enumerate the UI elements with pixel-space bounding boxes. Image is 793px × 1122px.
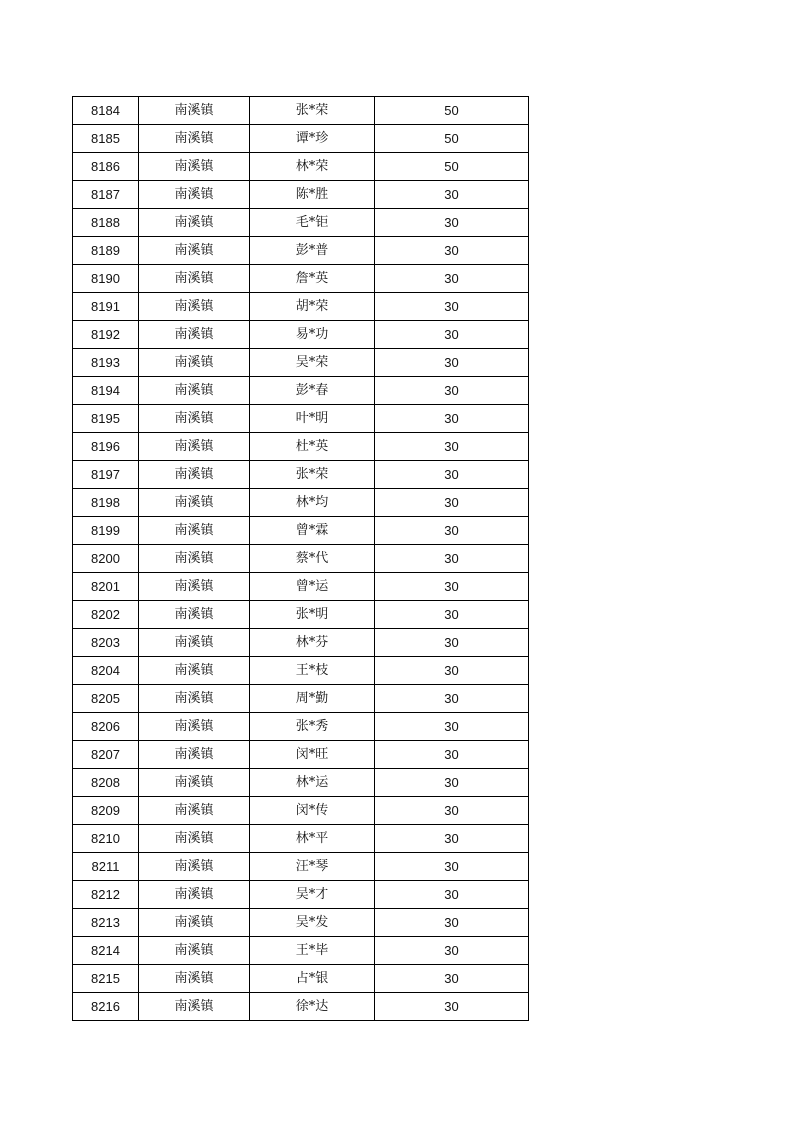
cell-name: 彭*普 [250,237,375,265]
cell-amount: 30 [375,741,529,769]
cell-amount: 30 [375,237,529,265]
cell-amount: 30 [375,993,529,1021]
table-row [73,349,529,377]
cell-town: 南溪镇 [139,993,250,1021]
table-body [73,97,529,1021]
cell-name: 彭*春 [250,377,375,405]
table-row [73,293,529,321]
cell-town: 南溪镇 [139,265,250,293]
cell-amount: 30 [375,265,529,293]
cell-name: 谭*珍 [250,125,375,153]
cell-number: 8209 [73,797,139,825]
cell-amount: 30 [375,433,529,461]
cell-town: 南溪镇 [139,349,250,377]
cell-number: 8212 [73,881,139,909]
table-row [73,741,529,769]
cell-amount: 30 [375,461,529,489]
cell-name: 汪*琴 [250,853,375,881]
table-row [73,769,529,797]
table-row [73,461,529,489]
cell-town: 南溪镇 [139,545,250,573]
cell-amount: 30 [375,965,529,993]
cell-amount: 50 [375,153,529,181]
cell-amount: 30 [375,489,529,517]
cell-number: 8202 [73,601,139,629]
cell-town: 南溪镇 [139,601,250,629]
cell-number: 8207 [73,741,139,769]
cell-name: 周*勤 [250,685,375,713]
cell-town: 南溪镇 [139,293,250,321]
cell-number: 8192 [73,321,139,349]
cell-name: 吴*才 [250,881,375,909]
cell-number: 8191 [73,293,139,321]
cell-number: 8215 [73,965,139,993]
cell-number: 8189 [73,237,139,265]
table-row [73,825,529,853]
cell-amount: 30 [375,853,529,881]
cell-name: 杜*英 [250,433,375,461]
cell-amount: 30 [375,937,529,965]
table-row [73,909,529,937]
cell-number: 8213 [73,909,139,937]
table-row [73,405,529,433]
cell-town: 南溪镇 [139,965,250,993]
cell-number: 8187 [73,181,139,209]
cell-number: 8216 [73,993,139,1021]
cell-town: 南溪镇 [139,237,250,265]
cell-name: 张*荣 [250,461,375,489]
cell-number: 8196 [73,433,139,461]
cell-town: 南溪镇 [139,685,250,713]
cell-number: 8186 [73,153,139,181]
table-row [73,237,529,265]
cell-amount: 50 [375,125,529,153]
subsidy-table [72,96,529,1021]
cell-town: 南溪镇 [139,517,250,545]
cell-amount: 30 [375,517,529,545]
cell-town: 南溪镇 [139,321,250,349]
table-row [73,125,529,153]
cell-name: 林*平 [250,825,375,853]
cell-amount: 30 [375,881,529,909]
cell-number: 8208 [73,769,139,797]
cell-town: 南溪镇 [139,181,250,209]
cell-name: 闵*旺 [250,741,375,769]
cell-number: 8193 [73,349,139,377]
cell-name: 王*毕 [250,937,375,965]
cell-town: 南溪镇 [139,97,250,125]
cell-number: 8204 [73,657,139,685]
cell-amount: 30 [375,657,529,685]
cell-amount: 30 [375,797,529,825]
cell-number: 8184 [73,97,139,125]
table-row [73,489,529,517]
cell-name: 林*荣 [250,153,375,181]
cell-amount: 30 [375,909,529,937]
cell-number: 8198 [73,489,139,517]
cell-amount: 30 [375,545,529,573]
table-row [73,713,529,741]
table-row [73,181,529,209]
cell-name: 张*明 [250,601,375,629]
cell-number: 8210 [73,825,139,853]
cell-town: 南溪镇 [139,209,250,237]
cell-amount: 30 [375,601,529,629]
cell-name: 陈*胜 [250,181,375,209]
cell-number: 8203 [73,629,139,657]
cell-town: 南溪镇 [139,489,250,517]
cell-name: 吴*发 [250,909,375,937]
table-row [73,601,529,629]
cell-number: 8188 [73,209,139,237]
cell-number: 8185 [73,125,139,153]
cell-number: 8194 [73,377,139,405]
cell-name: 易*功 [250,321,375,349]
cell-amount: 30 [375,573,529,601]
cell-amount: 30 [375,713,529,741]
table-row [73,993,529,1021]
cell-number: 8201 [73,573,139,601]
table-row [73,853,529,881]
cell-name: 曾*霖 [250,517,375,545]
cell-name: 林*芬 [250,629,375,657]
cell-name: 詹*英 [250,265,375,293]
cell-town: 南溪镇 [139,125,250,153]
cell-name: 占*银 [250,965,375,993]
cell-town: 南溪镇 [139,825,250,853]
table-row [73,153,529,181]
cell-number: 8214 [73,937,139,965]
table-row [73,629,529,657]
table-row [73,517,529,545]
cell-number: 8211 [73,853,139,881]
cell-number: 8190 [73,265,139,293]
table-row [73,265,529,293]
table-row [73,573,529,601]
cell-amount: 30 [375,685,529,713]
cell-amount: 30 [375,629,529,657]
cell-town: 南溪镇 [139,657,250,685]
cell-town: 南溪镇 [139,881,250,909]
cell-town: 南溪镇 [139,433,250,461]
table-row [73,377,529,405]
cell-town: 南溪镇 [139,377,250,405]
cell-amount: 30 [375,181,529,209]
cell-amount: 30 [375,321,529,349]
cell-number: 8200 [73,545,139,573]
cell-amount: 30 [375,769,529,797]
cell-amount: 30 [375,825,529,853]
cell-name: 胡*荣 [250,293,375,321]
table-row [73,685,529,713]
cell-number: 8206 [73,713,139,741]
cell-number: 8197 [73,461,139,489]
cell-amount: 50 [375,97,529,125]
cell-name: 张*秀 [250,713,375,741]
cell-town: 南溪镇 [139,741,250,769]
cell-name: 吴*荣 [250,349,375,377]
cell-town: 南溪镇 [139,853,250,881]
cell-name: 曾*运 [250,573,375,601]
table-row [73,797,529,825]
cell-name: 叶*明 [250,405,375,433]
cell-amount: 30 [375,349,529,377]
cell-town: 南溪镇 [139,461,250,489]
cell-name: 王*枝 [250,657,375,685]
cell-name: 徐*达 [250,993,375,1021]
cell-number: 8199 [73,517,139,545]
cell-name: 蔡*代 [250,545,375,573]
cell-number: 8195 [73,405,139,433]
cell-town: 南溪镇 [139,937,250,965]
cell-town: 南溪镇 [139,405,250,433]
cell-amount: 30 [375,293,529,321]
cell-town: 南溪镇 [139,797,250,825]
table-row [73,937,529,965]
table-row [73,321,529,349]
cell-town: 南溪镇 [139,629,250,657]
cell-name: 林*运 [250,769,375,797]
table-row [73,97,529,125]
cell-number: 8205 [73,685,139,713]
cell-name: 林*均 [250,489,375,517]
cell-name: 闵*传 [250,797,375,825]
cell-town: 南溪镇 [139,909,250,937]
table-row [73,657,529,685]
cell-town: 南溪镇 [139,769,250,797]
cell-amount: 30 [375,209,529,237]
cell-amount: 30 [375,405,529,433]
cell-town: 南溪镇 [139,573,250,601]
table-row [73,209,529,237]
cell-amount: 30 [375,377,529,405]
table-row [73,545,529,573]
subsidy-list-sheet [72,96,529,1021]
cell-name: 毛*钜 [250,209,375,237]
table-row [73,433,529,461]
cell-name: 张*荣 [250,97,375,125]
table-row [73,881,529,909]
table-row [73,965,529,993]
cell-town: 南溪镇 [139,153,250,181]
cell-town: 南溪镇 [139,713,250,741]
